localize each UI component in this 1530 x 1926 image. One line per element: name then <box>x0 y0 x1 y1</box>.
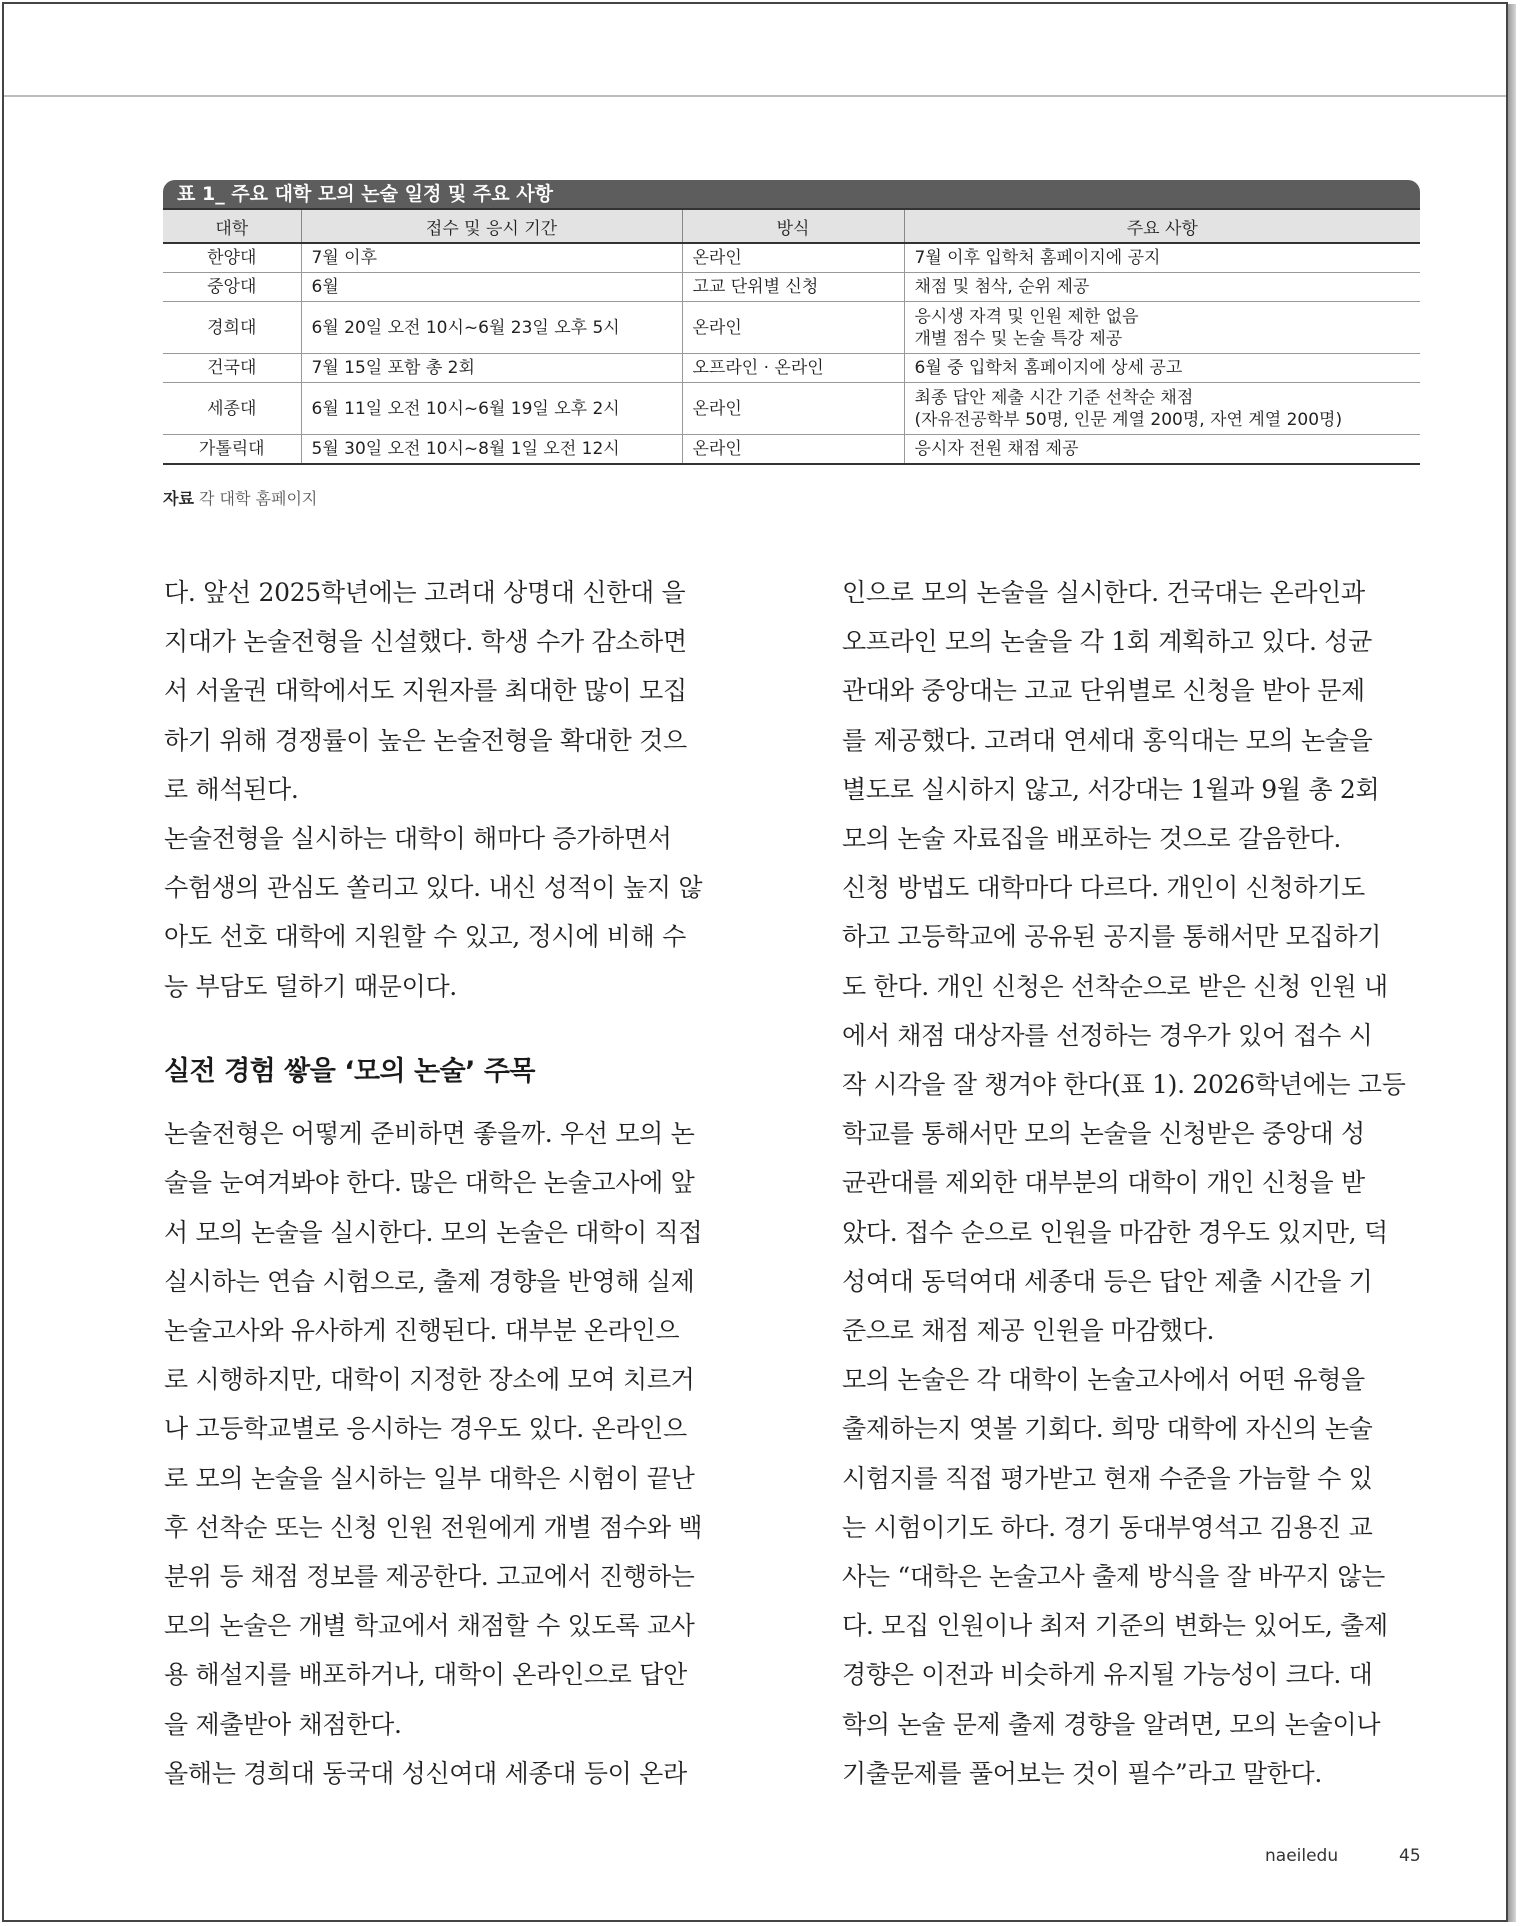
text-line: 논술전형은 어떻게 준비하면 좋을까. 우선 모의 논 <box>164 1119 695 1149</box>
text-line: 아도 선호 대학에 지원할 수 있고, 정시에 비해 수 <box>164 922 686 952</box>
text-line: 학교를 통해서만 모의 논술을 신청받은 중앙대 성 <box>842 1119 1365 1149</box>
paragraph <box>164 1749 732 1798</box>
cell-univ: 세종대 <box>163 383 301 435</box>
text-line: 을 제출받아 채점한다. <box>164 1709 402 1739</box>
text-line: 수험생의 관심도 쏠리고 있다. 내신 성적이 높지 않 <box>164 873 703 903</box>
cell-univ: 한양대 <box>163 243 301 273</box>
cell-notes <box>904 243 1420 273</box>
text-line: 는 시험이기도 하다. 경기 동대부영석고 김용진 교 <box>842 1512 1373 1542</box>
text-line: 도 한다. 개인 신청은 선착순으로 받은 신청 인원 내 <box>842 971 1388 1001</box>
text-line: 모의 논술은 각 대학이 논술고사에서 어떤 유형을 <box>842 1365 1365 1395</box>
source-text: 각 대학 홈페이지 <box>199 489 318 508</box>
cell-period: 7월 15일 포함 총 2회 <box>301 354 682 383</box>
note-line: 응시자 전원 채점 제공 <box>914 439 1079 459</box>
cell-notes <box>904 354 1420 383</box>
text-line: 논술전형을 실시하는 대학이 해마다 증가하면서 <box>164 824 672 854</box>
page-edge-shadow <box>1508 4 1516 1922</box>
table-source <box>163 486 317 509</box>
note-line: 최종 답안 제출 시간 기준 선착순 채점 <box>914 387 1194 408</box>
note-line: (자유전공학부 50명, 인문 계열 200명, 자연 계열 200명) <box>914 409 1343 430</box>
cell-notes <box>904 302 1420 354</box>
text-line: 인으로 모의 논술을 실시한다. 건국대는 온라인과 <box>842 578 1365 607</box>
cell-period: 6월 11일 오전 10시~6월 19일 오후 2시 <box>301 383 682 435</box>
page-number: 45 <box>1399 1846 1421 1866</box>
cell-period: 6월 <box>301 273 682 302</box>
text-line: 로 해석된다. <box>164 774 299 804</box>
cell-method: 고교 단위별 신청 <box>682 273 904 302</box>
text-line: 준으로 채점 제공 인원을 마감했다. <box>842 1316 1215 1346</box>
text-line: 출제하는지 엿볼 기회다. 희망 대학에 자신의 논술 <box>842 1414 1373 1444</box>
left-column <box>164 568 732 1798</box>
note-line: 7월 이후 입학처 홈페이지에 공지 <box>914 248 1161 268</box>
text-line: 기출문제를 풀어보는 것이 필수”라고 말한다. <box>842 1758 1323 1788</box>
cell-univ: 가톨릭대 <box>163 435 301 465</box>
text-line: 별도로 실시하지 않고, 서강대는 1월과 9월 총 2회 <box>842 774 1380 804</box>
table-row <box>163 435 1420 465</box>
text-line: 작 시각을 잘 챙겨야 한다(표 1). 2026학년에는 고등 <box>842 1070 1406 1100</box>
header-period: 접수 및 응시 기간 <box>301 209 682 243</box>
cell-univ: 중앙대 <box>163 273 301 302</box>
right-column <box>842 568 1410 1798</box>
header-method: 방식 <box>682 209 904 243</box>
table-caption: 표 1_ 주요 대학 모의 논술 일정 및 주요 사항 <box>163 180 1420 208</box>
paragraph <box>842 1355 1410 1798</box>
text-line: 다. 앞선 2025학년에는 고려대 상명대 신한대 을 <box>164 578 686 607</box>
cell-notes <box>904 435 1420 465</box>
header-rule <box>4 95 1506 97</box>
text-line: 학의 논술 문제 출제 경향을 알려면, 모의 논술이나 <box>842 1709 1381 1739</box>
note-line: 응시생 자격 및 인원 제한 없음 <box>914 306 1139 327</box>
schedule-table-block <box>163 180 1420 465</box>
text-line: 았다. 접수 순으로 인원을 마감한 경우도 있지만, 덕 <box>842 1217 1388 1247</box>
text-line: 로 시행하지만, 대학이 지정한 장소에 모여 치르거 <box>164 1365 695 1395</box>
text-line: 실시하는 연습 시험으로, 출제 경향을 반영해 실제 <box>164 1266 695 1296</box>
text-line: 시험지를 직접 평가받고 현재 수준을 가늠할 수 있 <box>842 1463 1373 1493</box>
table-body <box>163 243 1420 464</box>
cell-method: 온라인 <box>682 383 904 435</box>
text-line: 오프라인 모의 논술을 각 1회 계획하고 있다. 성균 <box>842 627 1372 657</box>
text-line: 하고 고등학교에 공유된 공지를 통해서만 모집하기 <box>842 922 1382 952</box>
text-line: 성여대 동덕여대 세종대 등은 답안 제출 시간을 기 <box>842 1266 1373 1296</box>
text-line: 다. 모집 인원이나 최저 기준의 변화는 있어도, 출제 <box>842 1611 1388 1641</box>
text-line: 지대가 논술전형을 신설했다. 학생 수가 감소하면 <box>164 627 687 657</box>
text-line: 모의 논술 자료집을 배포하는 것으로 갈음한다. <box>842 824 1342 854</box>
text-line: 에서 채점 대상자를 선정하는 경우가 있어 접수 시 <box>842 1020 1373 1050</box>
cell-univ: 건국대 <box>163 354 301 383</box>
cell-period: 5월 30일 오전 10시~8월 1일 오전 12시 <box>301 435 682 465</box>
cell-method: 온라인 <box>682 243 904 273</box>
text-line: 용 해설지를 배포하거나, 대학이 온라인으로 답안 <box>164 1660 687 1690</box>
text-line: 경향은 이전과 비슷하게 유지될 가능성이 크다. 대 <box>842 1660 1373 1690</box>
text-line: 분위 등 채점 정보를 제공한다. 고교에서 진행하는 <box>164 1562 695 1592</box>
text-line: 능 부담도 덜하기 때문이다. <box>164 971 457 1001</box>
table-row <box>163 383 1420 435</box>
note-line: 채점 및 첨삭, 순위 제공 <box>914 277 1090 297</box>
cell-notes <box>904 273 1420 302</box>
text-line: 올해는 경희대 동국대 성신여대 세종대 등이 온라 <box>164 1758 687 1788</box>
paragraph <box>164 568 732 814</box>
text-line: 사는 “대학은 논술고사 출제 방식을 잘 바꾸지 않는 <box>842 1562 1386 1592</box>
table-row <box>163 354 1420 383</box>
text-line: 서 서울권 대학에서도 지원자를 최대한 많이 모집 <box>164 676 687 706</box>
table-row <box>163 243 1420 273</box>
section-heading: 실전 경험 쌓을 ‘모의 논술’ 주목 <box>164 1055 535 1087</box>
cell-period: 6월 20일 오전 10시~6월 23일 오후 5시 <box>301 302 682 354</box>
source-label: 자료 <box>163 489 194 508</box>
header-notes: 주요 사항 <box>904 209 1420 243</box>
cell-notes <box>904 383 1420 435</box>
text-line: 후 선착순 또는 신청 인원 전원에게 개별 점수와 백 <box>164 1512 703 1542</box>
text-line: 서 모의 논술을 실시한다. 모의 논술은 대학이 직접 <box>164 1217 703 1247</box>
text-line: 나 고등학교별로 응시하는 경우도 있다. 온라인으 <box>164 1414 687 1444</box>
cell-method: 오프라인 · 온라인 <box>682 354 904 383</box>
text-line: 술을 눈여겨봐야 한다. 많은 대학은 논술고사에 앞 <box>164 1168 695 1198</box>
cell-method: 온라인 <box>682 302 904 354</box>
table-row <box>163 302 1420 354</box>
header-univ: 대학 <box>163 209 301 243</box>
paragraph <box>164 1109 732 1749</box>
table-header-row <box>163 209 1420 243</box>
text-line: 논술고사와 유사하게 진행된다. 대부분 온라인으 <box>164 1316 680 1346</box>
note-line: 개별 점수 및 논술 특강 제공 <box>914 328 1123 349</box>
text-line: 균관대를 제외한 대부분의 대학이 개인 신청을 받 <box>842 1168 1365 1198</box>
paragraph <box>842 863 1410 1355</box>
text-line: 로 모의 논술을 실시하는 일부 대학은 시험이 끝난 <box>164 1463 695 1493</box>
text-line: 를 제공했다. 고려대 연세대 홍익대는 모의 논술을 <box>842 725 1373 755</box>
cell-method: 온라인 <box>682 435 904 465</box>
magazine-name: naeiledu <box>1265 1846 1339 1866</box>
text-line: 관대와 중앙대는 고교 단위별로 신청을 받아 문제 <box>842 676 1365 706</box>
note-line: 6월 중 입학처 홈페이지에 상세 공고 <box>914 358 1183 378</box>
table-row <box>163 273 1420 302</box>
text-line: 하기 위해 경쟁률이 높은 논술전형을 확대한 것으 <box>164 725 687 755</box>
paragraph <box>164 814 732 1011</box>
text-line: 모의 논술은 개별 학교에서 채점할 수 있도록 교사 <box>164 1611 695 1641</box>
cell-period: 7월 이후 <box>301 243 682 273</box>
paragraph <box>842 568 1410 863</box>
schedule-table <box>163 208 1420 465</box>
text-line: 신청 방법도 대학마다 다르다. 개인이 신청하기도 <box>842 873 1365 903</box>
cell-univ: 경희대 <box>163 302 301 354</box>
